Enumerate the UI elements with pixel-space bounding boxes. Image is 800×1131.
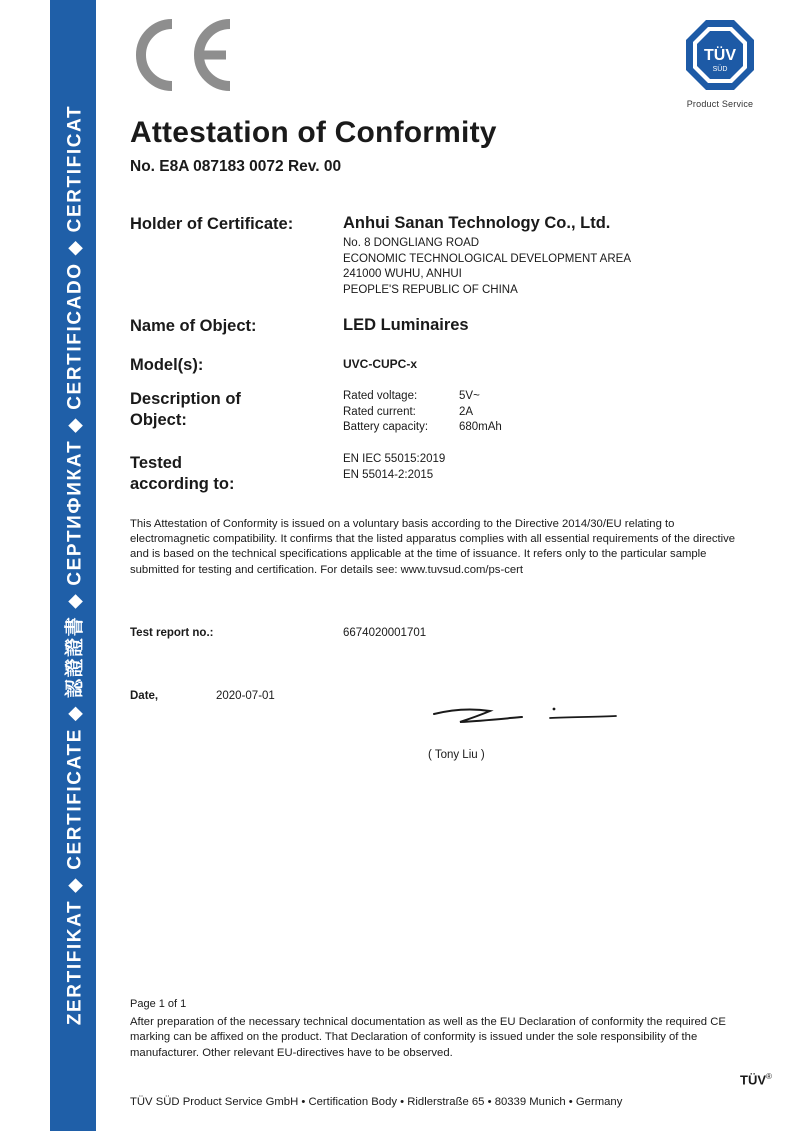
description-label-line: Object: — [130, 411, 187, 429]
holder-address — [343, 236, 631, 298]
holder-label: Holder of Certificate: — [130, 215, 294, 233]
date-value: 2020-07-01 — [216, 690, 275, 702]
standard-item: EN 55014-2:2015 — [343, 468, 434, 481]
test-report-label: Test report no.: — [130, 627, 214, 639]
signatory-name: ( Tony Liu ) — [428, 749, 485, 761]
holder-name: Anhui Sanan Technology Co., Ltd. — [343, 214, 611, 232]
tuv-caption: Product Service — [686, 99, 754, 109]
tuv-logo — [682, 18, 758, 109]
page-indicator: Page 1 of 1 — [130, 998, 187, 1010]
description-rows — [343, 389, 502, 436]
issuer-line: TÜV SÜD Product Service GmbH • Certification Body • Ridlerstraße 65 • 80339 Munich • Germany — [130, 1096, 623, 1108]
models-value: UVC-CUPC-x — [343, 357, 418, 371]
address-line: No. 8 DONGLIANG ROAD — [343, 237, 480, 249]
description-row — [343, 405, 502, 421]
description-label — [130, 389, 241, 431]
conformity-statement: This Attestation of Conformity is issued on a voluntary basis according to the Directive 2014/30/EU relating to electromagnetic compatibility. It confirms that the listed apparatus complies with all essential requirements of the directive and is based on the technical specifications applicable at the time of issuance. It refers only to the particular sample submitted for testing and certification. For details see: www.tuvsud.com/ps-cert — [130, 518, 736, 576]
description-label-line: Description of — [130, 390, 241, 408]
tuv-wordmark: TÜV® — [740, 1072, 772, 1088]
footer-note: After preparation of the necessary technical documentation as well as the EU Declaration of conformity the required CE marking can be affixed on the product. That Declaration of conformity is issued under the sole responsibility of the manufacturer. Other relevant EU-directives have to be observed. — [130, 1016, 726, 1059]
models-label: Model(s): — [130, 356, 204, 374]
sidebar-certificate-text: ZERTIFIKAT ◆ CERTIFICATE ◆ 認證證書 ◆ СЕРТИФИКАТ ◆ CERTIFICADO ◆ CERTIFICAT — [64, 104, 86, 1026]
tested-label-line: according to: — [130, 475, 235, 493]
tested-label — [130, 453, 235, 495]
page-title: Attestation of Conformity — [130, 116, 497, 149]
object-label: Name of Object: — [130, 317, 257, 335]
description-value: 680mAh — [459, 421, 502, 433]
description-key: Rated current: — [343, 405, 416, 418]
address-line: 241000 WUHU, ANHUI — [343, 268, 462, 280]
certificate-number: No. E8A 087183 0072 Rev. 00 — [130, 158, 342, 175]
tested-label-line: Tested — [130, 454, 182, 472]
ce-mark-icon — [126, 18, 238, 92]
description-key: Battery capacity: — [343, 421, 429, 433]
date-label: Date, — [130, 690, 159, 702]
standard-item: EN IEC 55015:2019 — [343, 453, 446, 465]
svg-text:SÜD: SÜD — [712, 66, 728, 73]
signature-icon — [430, 700, 620, 732]
description-row — [343, 420, 502, 436]
description-value: 2A — [459, 405, 474, 418]
tested-standards — [343, 452, 445, 483]
tuv-octagon-icon — [684, 18, 756, 94]
test-report-value: 6674020001701 — [343, 627, 427, 639]
object-value: LED Luminaires — [343, 316, 469, 334]
description-value: 5V~ — [459, 390, 480, 402]
description-row — [343, 389, 502, 405]
description-key: Rated voltage: — [343, 390, 418, 402]
address-line: PEOPLE'S REPUBLIC OF CHINA — [343, 283, 518, 296]
svg-text:TÜV: TÜV — [704, 47, 736, 64]
address-line: ECONOMIC TECHNOLOGICAL DEVELOPMENT AREA — [343, 252, 631, 265]
